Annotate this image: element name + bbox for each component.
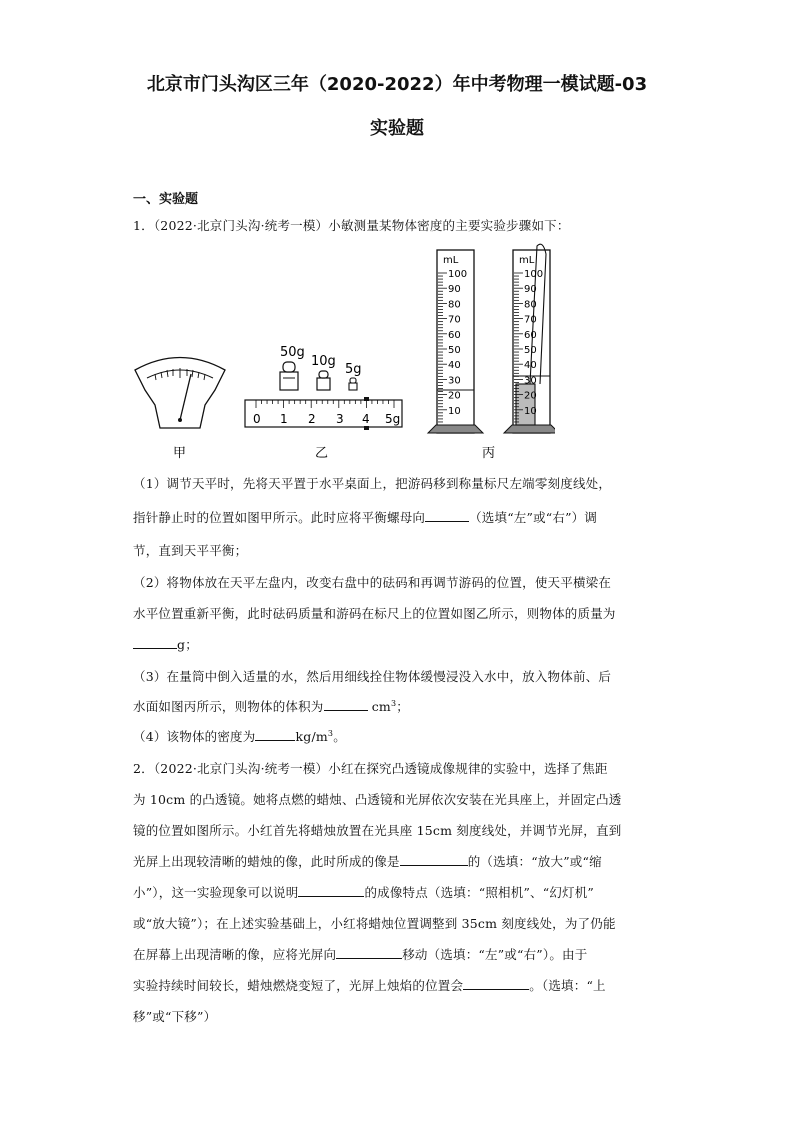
ruler-tick-3: 3 <box>336 412 344 426</box>
q1-p2-line2: 水平位置重新平衡，此时砝码质量和游码在标尺上的位置如图乙所示，则物体的质量为 <box>133 606 616 621</box>
q2-line2: 为 10cm 的凸透镜。她将点燃的蜡烛、凸透镜和光屏依次安装在光具座上，并固定凸透 <box>133 792 622 807</box>
q2-line6: 或“放大镜”）；在上述实验基础上，小红将蜡烛位置调整到 35cm 刻度线处，为了仍能 <box>133 916 616 931</box>
cyl-unit-right: mL <box>519 255 535 266</box>
q2-line8: 实验持续时间较长，蜡烛燃烧变短了，光屏上烛焰的位置会 。（选填：“上 <box>133 978 606 993</box>
q1-intro: 1．（2022·北京门头沟·统考一模）小敏测量某物体密度的主要实验步骤如下： <box>133 218 570 233</box>
q2-line5: 小”），这一实验现象可以说明 的成像特点（选填：“照相机”、“幻灯机” <box>133 885 595 900</box>
doc-subtitle: 实验题 <box>370 118 424 139</box>
ruler-tick-4: 4 <box>362 412 370 426</box>
cyl-unit-left: mL <box>443 255 459 266</box>
cylinder-tick-label: 60 <box>448 329 461 341</box>
scale-pointer-diagram <box>135 358 225 429</box>
q1-p1-line3: 节，直到天平平衡； <box>133 543 248 558</box>
cylinder-tick-label: 90 <box>524 284 537 296</box>
cylinder-tick-label: 20 <box>524 390 537 402</box>
answer-blank[interactable] <box>463 977 529 990</box>
cylinder-tick-label: 70 <box>524 314 537 326</box>
ruler-tick-5: 5g <box>385 412 401 426</box>
q1-p3-line1: （3）在量筒中倒入适量的水，然后用细线拴住物体缓慢浸没入水中，放入物体前、后 <box>133 669 612 684</box>
answer-blank[interactable] <box>336 946 402 959</box>
weight-label-50g: 50g <box>280 345 305 360</box>
cylinder-tick-label: 30 <box>448 375 461 387</box>
section-heading: 一、实验题 <box>133 192 199 207</box>
q1-p1-line2: 指针静止时的位置如图甲所示。此时应将平衡螺母向 （选填“左”或“右”）调 <box>133 510 598 525</box>
weight-label-10g: 10g <box>311 354 336 369</box>
q2-line7: 在屏幕上出现清晰的像，应将光屏向 移动（选填：“左”或“右”）。由于 <box>133 947 588 962</box>
cylinder-tick-label: 90 <box>448 284 461 296</box>
q2-line1: 2．（2022·北京门头沟·统考一模）小红在探究凸透镜成像规律的实验中，选择了焦距 <box>133 761 608 776</box>
answer-blank[interactable] <box>255 728 295 741</box>
ruler-tick-0: 0 <box>253 412 261 426</box>
q1-p1-line1: （1）调节天平时，先将天平置于水平桌面上，把游码移到称量标尺左端零刻度线处， <box>133 476 612 491</box>
answer-blank[interactable] <box>324 698 368 711</box>
weight-label-5g: 5g <box>345 362 362 377</box>
q1-p3-line2: 水面如图丙所示，则物体的体积为 $cm^3$； <box>133 698 409 714</box>
cylinder-tick-label: 10 <box>524 405 537 417</box>
fig-label-b: 乙 <box>315 446 329 461</box>
fig-label-a: 甲 <box>173 446 187 461</box>
cylinder-tick-label: 30 <box>524 375 537 387</box>
q2-line9: 移”或“下移”） <box>133 1009 217 1024</box>
cylinder-tick-label: 10 <box>448 405 461 417</box>
cylinder-tick-label: 60 <box>524 329 537 341</box>
q1-figure <box>125 240 555 469</box>
q1-p4: （4）该物体的密度为 $kg/m^3$。 <box>133 728 346 744</box>
q2-line4: 光屏上出现较清晰的蜡烛的像，此时所成的像是 的（选填：“放大”或“缩 <box>133 854 602 869</box>
cylinder-tick-label: 50 <box>524 345 537 356</box>
answer-blank[interactable] <box>400 853 468 866</box>
ruler-tick-1: 1 <box>280 412 288 426</box>
cylinder-tick-label: 50 <box>448 345 461 356</box>
cylinder-tick-label: 100 <box>524 269 544 280</box>
answer-blank[interactable] <box>133 636 177 649</box>
doc-title: 北京市门头沟区三年（2020-2022）年中考物理一模试题-03 <box>146 74 648 95</box>
balance-ruler <box>245 397 402 430</box>
cylinder-tick-label: 70 <box>448 314 461 326</box>
cylinder-tick-label: 80 <box>524 299 537 311</box>
cylinder-tick-label: 40 <box>448 360 461 372</box>
fig-label-c: 丙 <box>482 446 496 461</box>
cylinder-tick-label: 40 <box>524 360 537 372</box>
ruler-tick-2: 2 <box>308 412 316 426</box>
q1-p2-line1: （2）将物体放在天平左盘内，改变右盘中的砝码和再调节游码的位置，使天平横梁在 <box>133 575 612 590</box>
answer-blank[interactable] <box>425 509 469 522</box>
cylinder-tick-label: 80 <box>448 299 461 311</box>
cylinder-tick-label: 100 <box>448 269 468 280</box>
cylinder-tick-label: 20 <box>448 390 461 402</box>
q1-p2-line3: g； <box>133 635 198 653</box>
answer-blank[interactable] <box>298 884 364 897</box>
q2-line3: 镜的位置如图所示。小红首先将蜡烛放置在光具座 15cm 刻度线处，并调节光屏，直到 <box>133 823 622 838</box>
